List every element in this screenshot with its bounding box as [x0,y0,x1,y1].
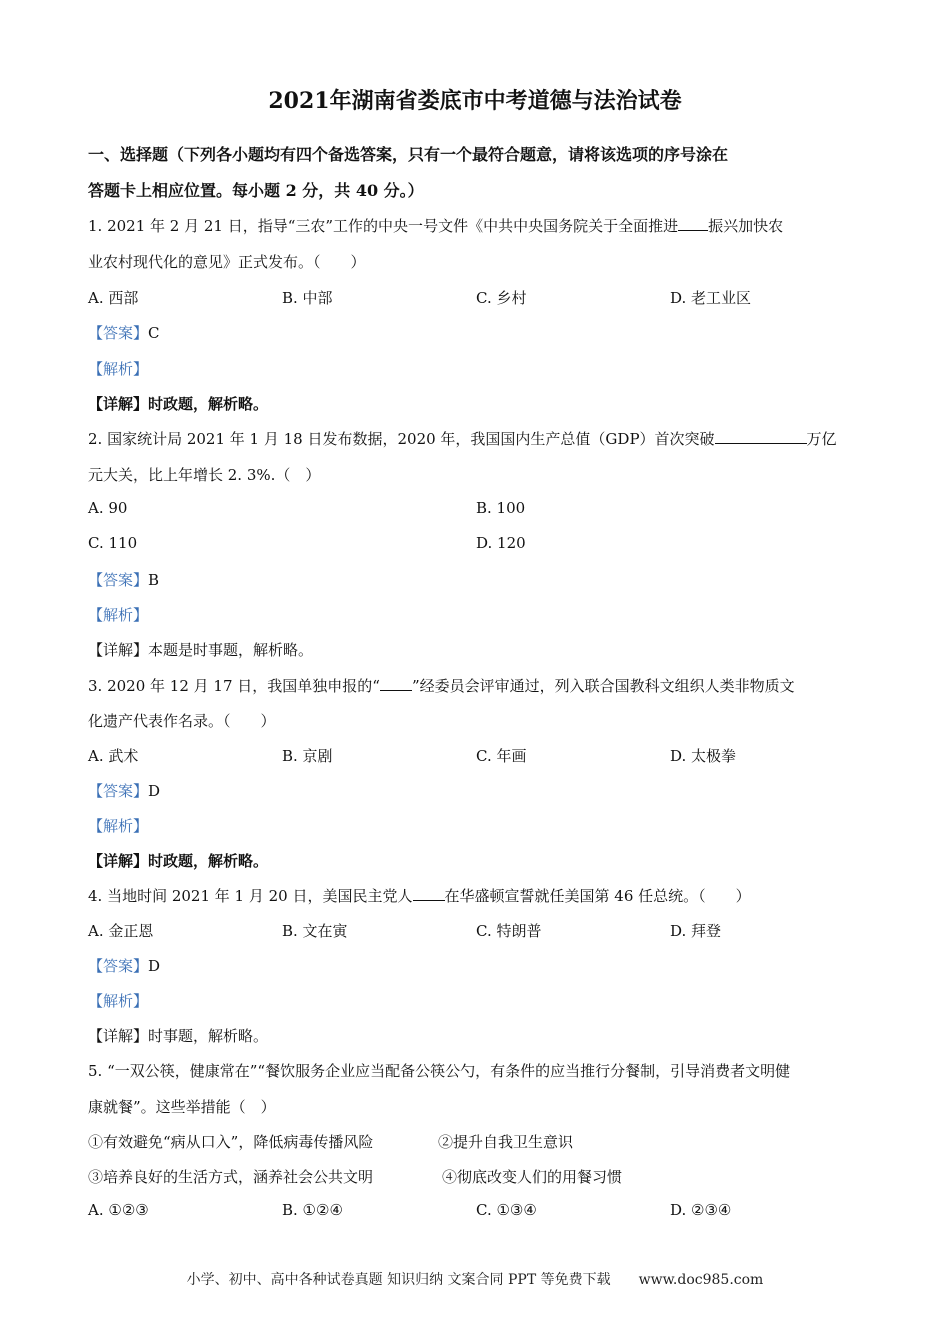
detail-label: 【详解】 [88,641,149,659]
q1-option-b: B. 中部 [282,289,333,307]
q5-item-4: ④彻底改变人们的用餐习惯 [442,1168,623,1186]
q2-option-d: D. 120 [476,534,526,552]
q2-answer-value: B [148,571,160,589]
q2-stem-line2: 元大关，比上年增长 2. 3%.（ ） [88,466,321,484]
q5-item-1: ①有效避免“病从口入”，降低病毒传播风险 [88,1133,374,1151]
detail-label: 【详解】 [88,1027,149,1045]
q3-analysis-label: 【解析】 [88,817,149,835]
q4-detail-text: 时事题，解析略。 [148,1027,269,1045]
answer-label: 【答案】 [88,324,149,342]
q2-detail [88,639,313,660]
q5-option-a: A. ①②③ [88,1201,149,1219]
q1-stem-line1 [88,215,783,236]
q2-analysis-label: 【解析】 [88,606,149,624]
answer-label: 【答案】 [88,571,149,589]
q4-analysis-label: 【解析】 [88,992,149,1010]
q3-stem-line2: 化遗产代表作名录。（ ） [88,712,276,730]
q3-answer-value: D [148,782,161,800]
q2-option-b: B. 100 [476,499,526,517]
q1-stem-line2: 业农村现代化的意见》正式发布。（ ） [88,253,366,271]
q5-option-d: D. ②③④ [670,1201,732,1219]
q1-blank [678,216,708,231]
q1-option-c: C. 乡村 [476,289,527,307]
q4-detail [88,1025,268,1046]
q3-option-c: C. 年画 [476,747,527,765]
q4-answer-value: D [148,957,161,975]
q5-stem-line2: 康就餐”。这些举措能（ ） [88,1098,276,1116]
q1-stem-part1: 1. 2021 年 2 月 21 日，指导“三农”工作的中央一号文件《中共中央国务院关于全面推进 [88,217,679,235]
q3-option-b: B. 京剧 [282,747,333,765]
q3-stem-part2: ”经委员会评审通过，列入联合国教科文组织人类非物质文 [411,677,795,695]
q5-item-2: ②提升自我卫生意识 [438,1133,574,1151]
section-heading-line2: 答题卡上相应位置。每小题 2 分，共 40 分。） [88,181,424,200]
q1-detail-text: 时政题，解析略。 [148,395,269,413]
section-heading-line1: 一、选择题（下列各小题均有四个备选答案，只有一个最符合题意，请将该选项的序号涂在 [88,145,729,164]
q4-answer [88,955,160,976]
q4-stem-part1: 4. 当地时间 2021 年 1 月 20 日，美国民主党人 [88,887,413,905]
page-footer: 小学、初中、高中各种试卷真题 知识归纳 文案合同 PPT 等免费下载 www.doc985.com [186,1272,764,1288]
q1-detail [88,393,268,414]
q3-detail [88,850,268,871]
q5-option-b: B. ①②④ [282,1201,343,1219]
q4-option-c: C. 特朗普 [476,922,542,940]
q3-stem-line1 [88,675,795,696]
q3-option-a: A. 武术 [88,747,139,765]
q1-answer [88,322,160,343]
q4-option-d: D. 拜登 [670,922,722,940]
q4-blank [413,886,445,901]
q4-option-a: A. 金正恩 [88,922,154,940]
q1-stem-part2: 振兴加快农 [708,217,784,235]
q5-item-3: ③培养良好的生活方式，涵养社会公共文明 [88,1168,374,1186]
q5-stem-line1: 5. “一双公筷，健康常在”“餐饮服务企业应当配备公筷公勺，有条件的应当推行分餐制，引导消费者文明健 [88,1062,791,1080]
q1-option-a: A. 西部 [88,289,139,307]
q2-option-c: C. 110 [88,534,138,552]
q3-answer [88,780,160,801]
q1-answer-value: C [148,324,160,342]
q4-option-b: B. 文在寅 [282,922,348,940]
q1-analysis-label: 【解析】 [88,360,149,378]
q3-blank [380,676,412,691]
answer-label: 【答案】 [88,782,149,800]
q3-option-d: D. 太极拳 [670,747,737,765]
q2-detail-text: 本题是时事题，解析略。 [148,641,314,659]
q3-detail-text: 时政题，解析略。 [148,852,269,870]
q2-stem-part1: 2. 国家统计局 2021 年 1 月 18 日发布数据，2020 年，我国国内生产总值（GDP）首次突破 [88,430,715,448]
q2-stem-line1 [88,428,837,449]
q2-option-a: A. 90 [88,499,128,517]
q2-stem-part2: 万亿 [806,430,837,448]
q1-option-d: D. 老工业区 [670,289,752,307]
q4-stem-line1 [88,885,751,906]
detail-label: 【详解】 [88,852,149,870]
detail-label: 【详解】 [88,395,149,413]
q3-stem-part1: 3. 2020 年 12 月 17 日，我国单独申报的“ [88,677,380,695]
q2-answer [88,569,159,590]
page-title: 2021年湖南省娄底市中考道德与法治试卷 [268,88,682,114]
answer-label: 【答案】 [88,957,149,975]
q2-blank [715,429,807,444]
q4-stem-part2: 在华盛顿宣誓就任美国第 46 任总统。（ ） [444,887,751,905]
q5-option-c: C. ①③④ [476,1201,537,1219]
